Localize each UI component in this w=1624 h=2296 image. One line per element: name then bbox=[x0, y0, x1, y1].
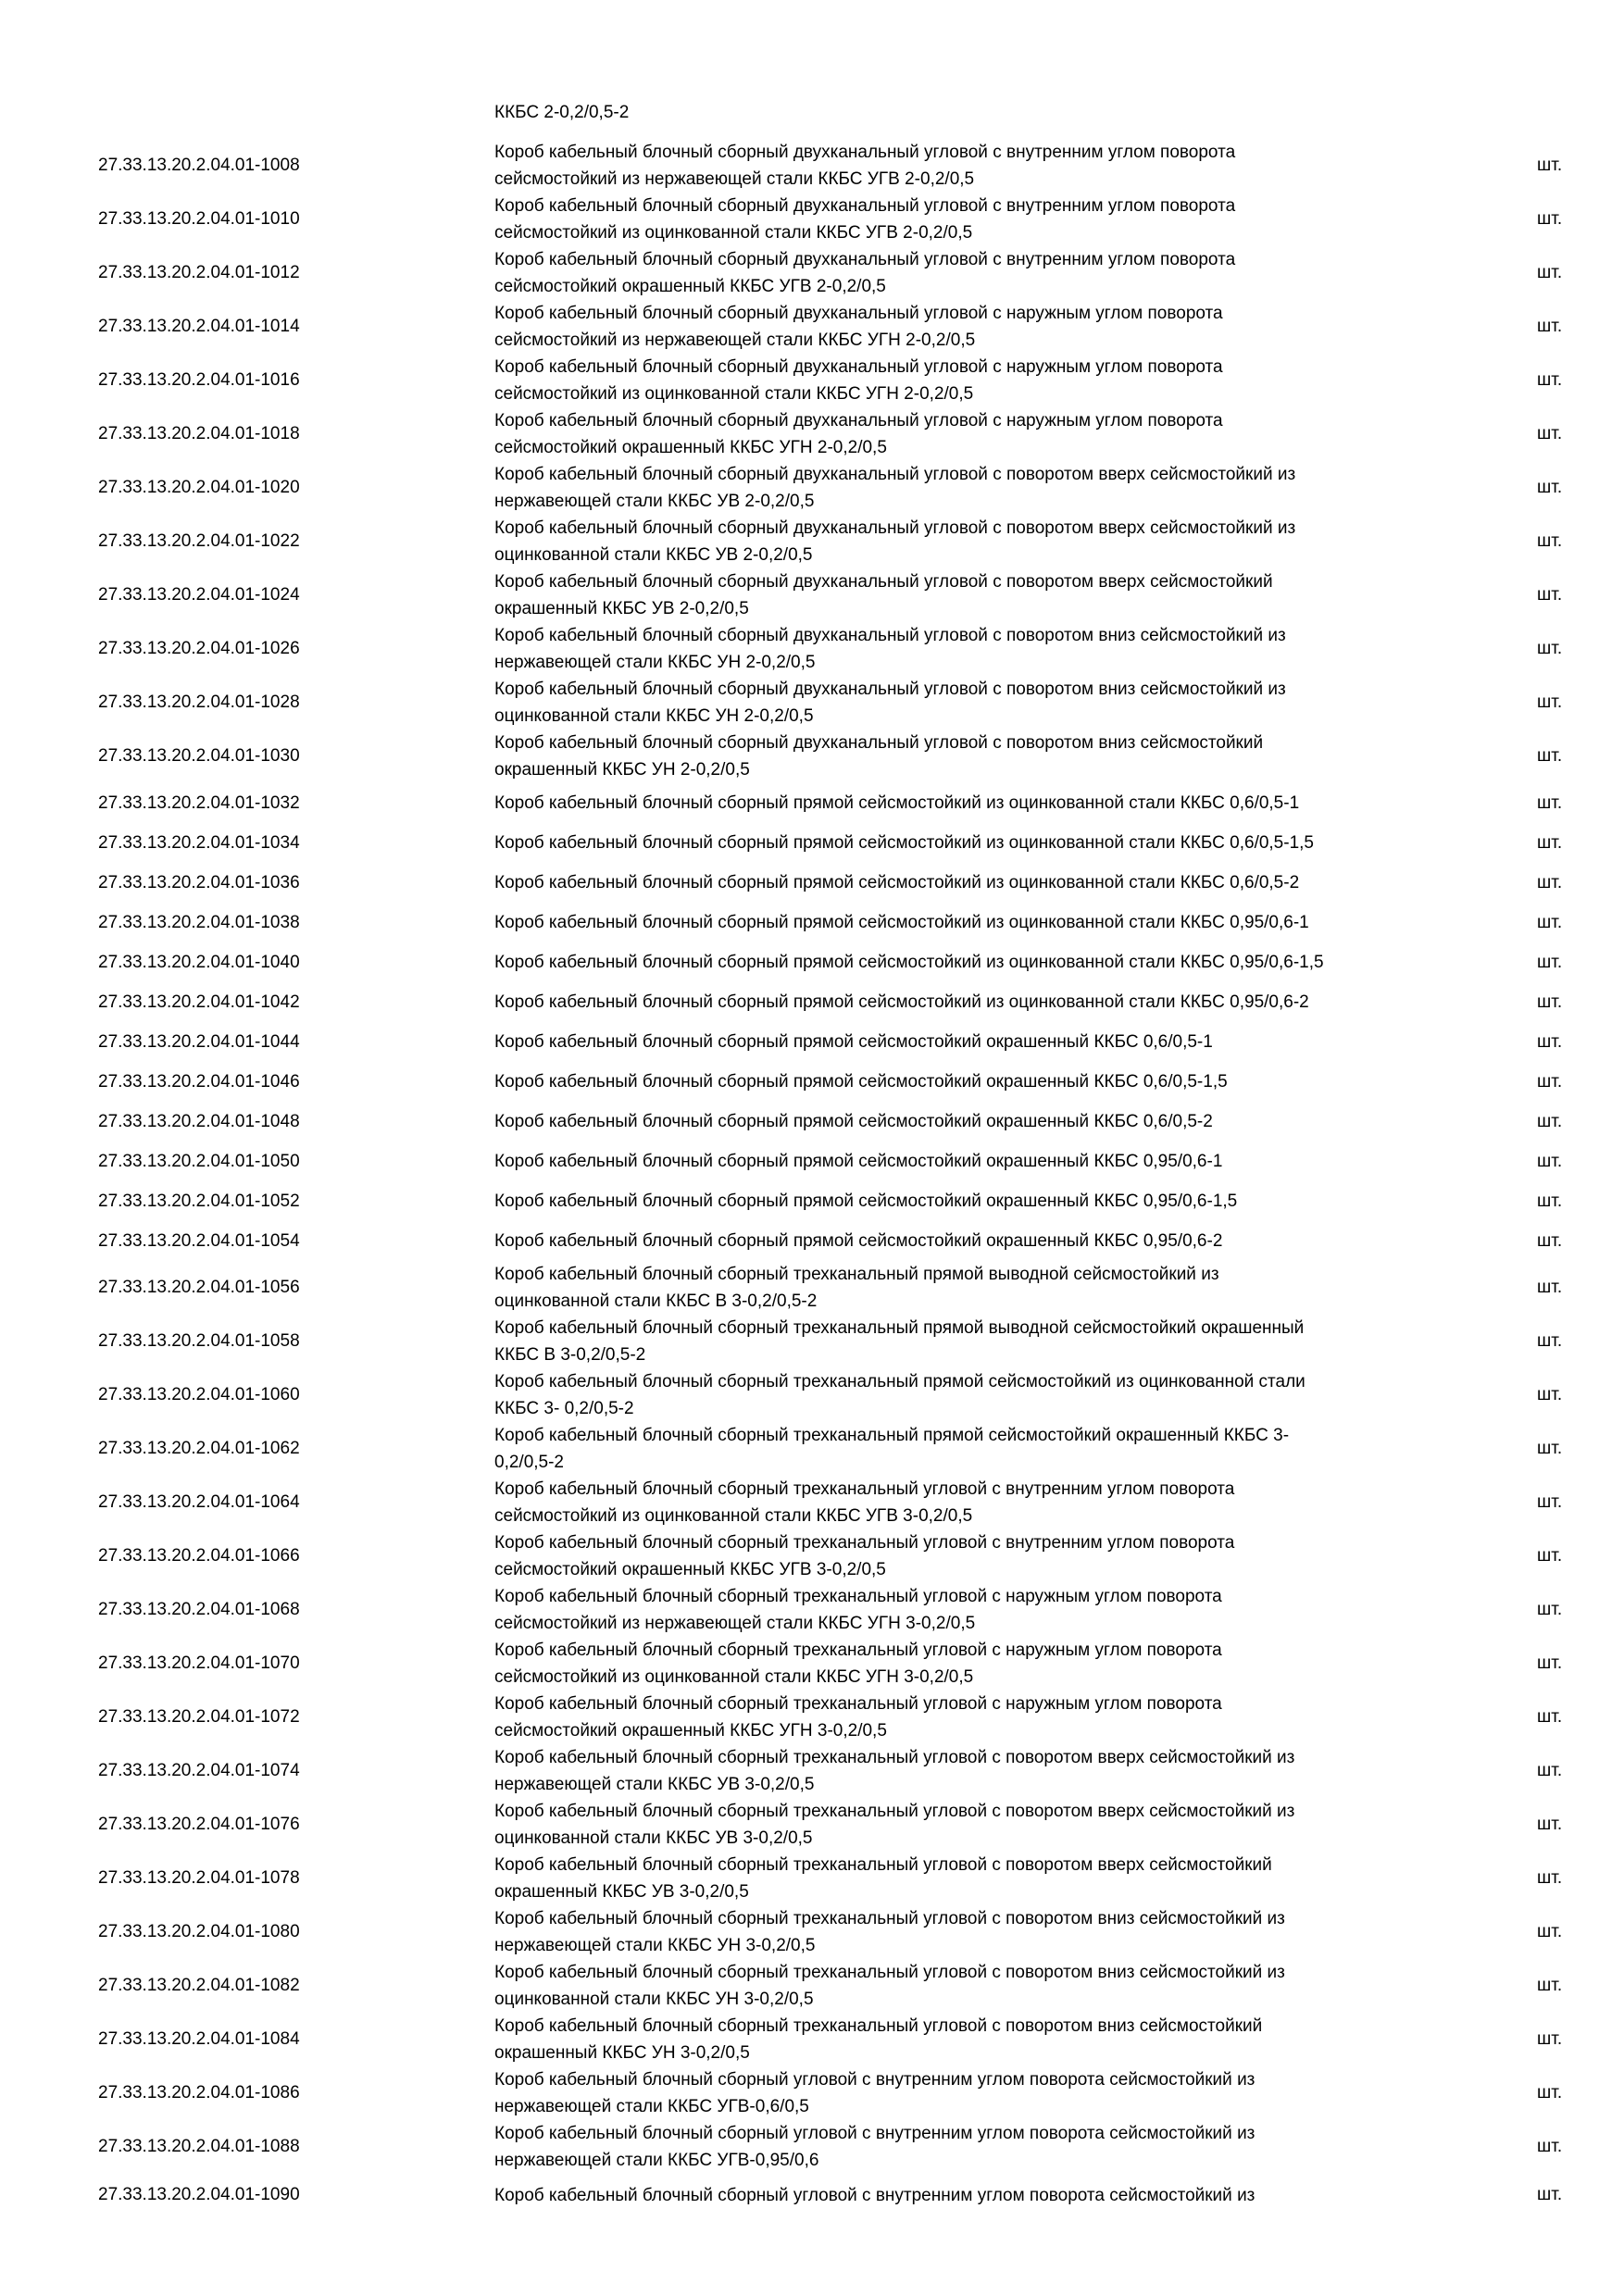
description-line: Короб кабельный блочный сборный прямой сейсмостойкий окрашенный ККБС 0,95/0,6-1 bbox=[494, 1152, 1223, 1171]
description-line: Короб кабельный блочный сборный трехканальный угловой с поворотом вниз сейсмостойкий из bbox=[494, 1963, 1285, 1982]
resource-description bbox=[494, 1228, 1476, 1254]
description-line: сейсмостойкий из оцинкованной стали ККБС УГН 2-0,2/0,5 bbox=[494, 384, 974, 404]
resource-code: 27.33.13.20.2.04.01-1082 bbox=[98, 1976, 300, 1995]
table-row bbox=[0, 783, 1624, 823]
table-row bbox=[0, 300, 1624, 354]
resource-code: 27.33.13.20.2.04.01-1068 bbox=[98, 1600, 300, 1619]
resource-code: 27.33.13.20.2.04.01-1042 bbox=[98, 992, 300, 1012]
table-row bbox=[0, 515, 1624, 568]
description-line: сейсмостойкий из нержавеющей стали ККБС УГН 3-0,2/0,5 bbox=[494, 1614, 976, 1633]
table-row bbox=[0, 1852, 1624, 1905]
resource-description bbox=[494, 2120, 1476, 2174]
unit-of-measure: шт. bbox=[1537, 1976, 1563, 1995]
resource-description bbox=[494, 1029, 1476, 1055]
description-line: Короб кабельный блочный сборный прямой сейсмостойкий из оцинкованной стали ККБС 0,95/0,6-2 bbox=[494, 992, 1309, 1012]
description-line: Короб кабельный блочный сборный трехканальный прямой выводной сейсмостойкий окрашенный bbox=[494, 1318, 1305, 1338]
resource-code: 27.33.13.20.2.04.01-1054 bbox=[98, 1230, 300, 1251]
resource-code: 27.33.13.20.2.04.01-1078 bbox=[98, 1868, 300, 1888]
table-row bbox=[0, 1905, 1624, 1959]
resource-code: 27.33.13.20.2.04.01-1030 bbox=[98, 746, 300, 766]
table-row bbox=[0, 863, 1624, 903]
resource-description bbox=[494, 139, 1476, 193]
description-line: нержавеющей стали ККБС УВ 3-0,2/0,5 bbox=[494, 1775, 815, 1794]
resource-code: 27.33.13.20.2.04.01-1034 bbox=[98, 832, 300, 853]
description-line: окрашенный ККБС УН 2-0,2/0,5 bbox=[494, 760, 750, 780]
description-line: Короб кабельный блочный сборный двухканальный угловой с поворотом вниз сейсмостойкий из bbox=[494, 680, 1286, 699]
resource-description bbox=[494, 869, 1476, 896]
unit-of-measure: шт. bbox=[1537, 1815, 1563, 1834]
resource-description bbox=[494, 1476, 1476, 1529]
description-line: Короб кабельный блочный сборный прямой сейсмостойкий окрашенный ККБС 0,95/0,6-2 bbox=[494, 1231, 1223, 1251]
unit-of-measure: шт. bbox=[1537, 209, 1563, 229]
resource-code: 27.33.13.20.2.04.01-1026 bbox=[98, 639, 300, 658]
description-line: ККБС В 3-0,2/0,5-2 bbox=[494, 1345, 646, 1365]
resource-description bbox=[494, 568, 1476, 622]
unit-of-measure: шт. bbox=[1537, 832, 1563, 853]
table-row bbox=[0, 1142, 1624, 1181]
resource-description bbox=[494, 1148, 1476, 1175]
resource-code: 27.33.13.20.2.04.01-1020 bbox=[98, 478, 300, 497]
resource-code: 27.33.13.20.2.04.01-1074 bbox=[98, 1761, 300, 1780]
description-line: Короб кабельный блочный сборный трехканальный угловой с внутренним углом поворота bbox=[494, 1533, 1235, 1553]
resource-description bbox=[494, 1261, 1476, 1315]
description-line: Короб кабельный блочный сборный прямой сейсмостойкий окрашенный ККБС 0,6/0,5-2 bbox=[494, 1112, 1213, 1131]
resource-description bbox=[494, 246, 1476, 300]
resource-code: 27.33.13.20.2.04.01-1022 bbox=[98, 531, 300, 551]
description-line: Короб кабельный блочный сборный прямой сейсмостойкий окрашенный ККБС 0,6/0,5-1,5 bbox=[494, 1072, 1228, 1092]
table-row bbox=[0, 1798, 1624, 1852]
unit-of-measure: шт. bbox=[1537, 1385, 1563, 1404]
description-line: Короб кабельный блочный сборный трехканальный угловой с внутренним углом поворота bbox=[494, 1479, 1235, 1499]
unit-of-measure: шт. bbox=[1537, 1230, 1563, 1251]
table-row bbox=[0, 1691, 1624, 1744]
description-line: Короб кабельный блочный сборный прямой сейсмостойкий окрашенный ККБС 0,6/0,5-1 bbox=[494, 1032, 1213, 1052]
resource-description bbox=[494, 830, 1476, 856]
resource-description bbox=[494, 2066, 1476, 2120]
table-row bbox=[0, 246, 1624, 300]
unit-of-measure: шт. bbox=[1537, 531, 1563, 551]
resource-code: 27.33.13.20.2.04.01-1024 bbox=[98, 585, 300, 605]
unit-of-measure: шт. bbox=[1537, 872, 1563, 892]
unit-of-measure: шт. bbox=[1537, 478, 1563, 497]
description-line: Короб кабельный блочный сборный трехканальный прямой сейсмостойкий окрашенный ККБС 3- bbox=[494, 1426, 1290, 1445]
unit-of-measure: шт. bbox=[1537, 792, 1563, 813]
resource-code: 27.33.13.20.2.04.01-1080 bbox=[98, 1922, 300, 1941]
description-line: Короб кабельный блочный сборный двухканальный угловой с поворотом вверх сейсмостойкий из bbox=[494, 465, 1296, 484]
table-row bbox=[0, 1102, 1624, 1142]
table-row bbox=[0, 1744, 1624, 1798]
unit-of-measure: шт. bbox=[1537, 1111, 1563, 1131]
description-line: Короб кабельный блочный сборный трехканальный угловой с наружным углом поворота bbox=[494, 1694, 1222, 1714]
resource-code: 27.33.13.20.2.04.01-1044 bbox=[98, 1031, 300, 1052]
unit-of-measure: шт. bbox=[1537, 992, 1563, 1012]
resource-description bbox=[494, 1798, 1476, 1852]
resource-code: 27.33.13.20.2.04.01-1076 bbox=[98, 1815, 300, 1834]
unit-of-measure: шт. bbox=[1537, 317, 1563, 336]
unit-of-measure: шт. bbox=[1537, 2137, 1563, 2156]
table-row bbox=[0, 1315, 1624, 1368]
description-line: нержавеющей стали ККБС УН 2-0,2/0,5 bbox=[494, 653, 816, 672]
unit-of-measure: шт. bbox=[1537, 2083, 1563, 2103]
description-line: сейсмостойкий окрашенный ККБС УГВ 3-0,2/0,5 bbox=[494, 1560, 886, 1579]
unit-of-measure: шт. bbox=[1537, 1600, 1563, 1619]
resource-code: 27.33.13.20.2.04.01-1084 bbox=[98, 2029, 300, 2049]
description-line: оцинкованной стали ККБС В 3-0,2/0,5-2 bbox=[494, 1292, 818, 1311]
table-row bbox=[0, 1368, 1624, 1422]
description-line: сейсмостойкий из нержавеющей стали ККБС УГН 2-0,2/0,5 bbox=[494, 331, 976, 350]
resource-code: 27.33.13.20.2.04.01-1048 bbox=[98, 1111, 300, 1131]
table-row bbox=[0, 1062, 1624, 1102]
description-line: Короб кабельный блочный сборный двухканальный угловой с поворотом вверх сейсмостойкий из bbox=[494, 518, 1296, 538]
resource-description bbox=[494, 1368, 1476, 1422]
description-line: оцинкованной стали ККБС УН 2-0,2/0,5 bbox=[494, 706, 814, 726]
description-line: Короб кабельный блочный сборный угловой с внутренним углом поворота сейсмостойкий из bbox=[494, 2124, 1255, 2143]
unit-of-measure: шт. bbox=[1537, 1331, 1563, 1351]
table-row bbox=[0, 1476, 1624, 1529]
unit-of-measure: шт. bbox=[1537, 2029, 1563, 2049]
unit-of-measure: шт. bbox=[1537, 370, 1563, 390]
table-row bbox=[0, 730, 1624, 783]
description-line: окрашенный ККБС УН 3-0,2/0,5 bbox=[494, 2043, 750, 2063]
continuation-line: ККБС 2-0,2/0,5-2 bbox=[494, 103, 630, 122]
resource-code: 27.33.13.20.2.04.01-1064 bbox=[98, 1492, 300, 1512]
description-line: Короб кабельный блочный сборный трехканальный угловой с поворотом вниз сейсмостойкий из bbox=[494, 1909, 1285, 1928]
table-row bbox=[0, 568, 1624, 622]
table-row bbox=[0, 1181, 1624, 1221]
resource-code: 27.33.13.20.2.04.01-1040 bbox=[98, 952, 300, 972]
table-row bbox=[0, 622, 1624, 676]
resource-code: 27.33.13.20.2.04.01-1036 bbox=[98, 872, 300, 892]
description-line: Короб кабельный блочный сборный трехканальный угловой с поворотом вверх сейсмостойкий из bbox=[494, 1748, 1295, 1767]
resource-description bbox=[494, 461, 1476, 515]
table-row bbox=[0, 1261, 1624, 1315]
table-row bbox=[0, 942, 1624, 982]
description-line: оцинкованной стали ККБС УВ 3-0,2/0,5 bbox=[494, 1828, 813, 1848]
resource-code: 27.33.13.20.2.04.01-1070 bbox=[98, 1653, 300, 1673]
description-line: ККБС 3- 0,2/0,5-2 bbox=[494, 1399, 634, 1418]
unit-of-measure: шт. bbox=[1537, 1653, 1563, 1673]
resource-description bbox=[494, 1905, 1476, 1959]
resource-code: 27.33.13.20.2.04.01-1028 bbox=[98, 693, 300, 712]
table-row bbox=[0, 982, 1624, 1022]
description-line: нержавеющей стали ККБС УВ 2-0,2/0,5 bbox=[494, 492, 815, 511]
description-line: Короб кабельный блочный сборный двухканальный угловой с поворотом вниз сейсмостойкий bbox=[494, 733, 1264, 753]
table-row bbox=[0, 1022, 1624, 1062]
unit-of-measure: шт. bbox=[1537, 693, 1563, 712]
description-line: Короб кабельный блочный сборный трехканальный угловой с наружным углом поворота bbox=[494, 1587, 1222, 1606]
resource-description bbox=[494, 407, 1476, 461]
resource-code: 27.33.13.20.2.04.01-1014 bbox=[98, 317, 300, 336]
resource-description bbox=[494, 730, 1476, 783]
resource-description bbox=[494, 2013, 1476, 2066]
description-line: Короб кабельный блочный сборный трехканальный прямой выводной сейсмостойкий из bbox=[494, 1265, 1219, 1284]
description-line: Короб кабельный блочный сборный трехканальный угловой с наружным углом поворота bbox=[494, 1641, 1222, 1660]
unit-of-measure: шт. bbox=[1537, 1922, 1563, 1941]
resource-description bbox=[494, 515, 1476, 568]
description-line: нержавеющей стали ККБС УН 3-0,2/0,5 bbox=[494, 1936, 816, 1955]
resource-code: 27.33.13.20.2.04.01-1018 bbox=[98, 424, 300, 443]
description-line: Короб кабельный блочный сборный двухканальный угловой с наружным углом поворота bbox=[494, 304, 1223, 323]
unit-of-measure: шт. bbox=[1537, 1439, 1563, 1458]
table-row bbox=[0, 139, 1624, 193]
resource-description bbox=[494, 622, 1476, 676]
unit-of-measure: шт. bbox=[1537, 1868, 1563, 1888]
description-line: оцинкованной стали ККБС УВ 2-0,2/0,5 bbox=[494, 545, 813, 565]
description-line: 0,2/0,5-2 bbox=[494, 1453, 564, 1472]
unit-of-measure: шт. bbox=[1537, 1278, 1563, 1297]
table-row bbox=[0, 1959, 1624, 2013]
unit-of-measure: шт. bbox=[1537, 1191, 1563, 1211]
resource-description bbox=[494, 300, 1476, 354]
resource-description bbox=[494, 1068, 1476, 1095]
classifier-table bbox=[0, 139, 1624, 2216]
resource-code: 27.33.13.20.2.04.01-1012 bbox=[98, 263, 300, 282]
resource-code: 27.33.13.20.2.04.01-1032 bbox=[98, 792, 300, 813]
resource-description bbox=[494, 1188, 1476, 1215]
unit-of-measure: шт. bbox=[1537, 746, 1563, 766]
unit-of-measure: шт. bbox=[1537, 156, 1563, 175]
unit-of-measure: шт. bbox=[1537, 1151, 1563, 1171]
table-row bbox=[0, 903, 1624, 942]
resource-code: 27.33.13.20.2.04.01-1062 bbox=[98, 1439, 300, 1458]
description-line: Короб кабельный блочный сборный прямой сейсмостойкий из оцинкованной стали ККБС 0,6/0,5-1,5 bbox=[494, 833, 1314, 853]
table-row bbox=[0, 2174, 1624, 2216]
description-line: Короб кабельный блочный сборный двухканальный угловой с наружным углом поворота bbox=[494, 411, 1223, 430]
resource-code: 27.33.13.20.2.04.01-1016 bbox=[98, 370, 300, 390]
resource-code: 27.33.13.20.2.04.01-1086 bbox=[98, 2083, 300, 2103]
description-line: Короб кабельный блочный сборный прямой сейсмостойкий из оцинкованной стали ККБС 0,6/0,5-1 bbox=[494, 793, 1300, 813]
resource-description bbox=[494, 1108, 1476, 1135]
unit-of-measure: шт. bbox=[1537, 952, 1563, 972]
description-line: Короб кабельный блочный сборный двухканальный угловой с внутренним углом поворота bbox=[494, 143, 1236, 162]
description-line: Короб кабельный блочный сборный трехканальный прямой сейсмостойкий из оцинкованной стали bbox=[494, 1372, 1305, 1391]
resource-code: 27.33.13.20.2.04.01-1066 bbox=[98, 1546, 300, 1566]
table-row bbox=[0, 1422, 1624, 1476]
description-line: Короб кабельный блочный сборный двухканальный угловой с поворотом вверх сейсмостойкий bbox=[494, 572, 1273, 592]
resource-description bbox=[494, 1529, 1476, 1583]
resource-code: 27.33.13.20.2.04.01-1038 bbox=[98, 912, 300, 932]
resource-code: 27.33.13.20.2.04.01-1090 bbox=[98, 2185, 300, 2204]
description-line: сейсмостойкий окрашенный ККБС УГН 3-0,2/0,5 bbox=[494, 1721, 887, 1741]
table-row bbox=[0, 407, 1624, 461]
resource-code: 27.33.13.20.2.04.01-1058 bbox=[98, 1331, 300, 1351]
resource-description bbox=[494, 1422, 1476, 1476]
table-row bbox=[0, 193, 1624, 246]
table-row bbox=[0, 676, 1624, 730]
resource-code: 27.33.13.20.2.04.01-1072 bbox=[98, 1707, 300, 1727]
description-line: Короб кабельный блочный сборный двухканальный угловой с внутренним углом поворота bbox=[494, 196, 1236, 216]
description-line: сейсмостойкий окрашенный ККБС УГВ 2-0,2/0,5 bbox=[494, 277, 886, 296]
description-line: Короб кабельный блочный сборный угловой с внутренним углом поворота сейсмостойкий из bbox=[494, 2185, 1255, 2205]
table-row bbox=[0, 1637, 1624, 1691]
unit-of-measure: шт. bbox=[1537, 912, 1563, 932]
description-line: Короб кабельный блочный сборный прямой сейсмостойкий окрашенный ККБС 0,95/0,6-1,5 bbox=[494, 1192, 1238, 1211]
description-line: нержавеющей стали ККБС УГВ-0,95/0,6 bbox=[494, 2151, 819, 2170]
table-row bbox=[0, 1583, 1624, 1637]
table-row bbox=[0, 2066, 1624, 2120]
resource-description bbox=[494, 790, 1476, 817]
resource-code: 27.33.13.20.2.04.01-1046 bbox=[98, 1071, 300, 1092]
table-row bbox=[0, 461, 1624, 515]
resource-description bbox=[494, 909, 1476, 936]
resource-description bbox=[494, 1691, 1476, 1744]
unit-of-measure: шт. bbox=[1537, 263, 1563, 282]
description-line: Короб кабельный блочный сборный угловой с внутренним углом поворота сейсмостойкий из bbox=[494, 2070, 1255, 2090]
resource-code: 27.33.13.20.2.04.01-1056 bbox=[98, 1278, 300, 1297]
description-line: сейсмостойкий из оцинкованной стали ККБС УГН 3-0,2/0,5 bbox=[494, 1667, 974, 1687]
unit-of-measure: шт. bbox=[1537, 1707, 1563, 1727]
resource-description bbox=[494, 354, 1476, 407]
description-line: сейсмостойкий из оцинкованной стали ККБС УГВ 3-0,2/0,5 bbox=[494, 1506, 973, 1526]
resource-code: 27.33.13.20.2.04.01-1050 bbox=[98, 1151, 300, 1171]
unit-of-measure: шт. bbox=[1537, 1031, 1563, 1052]
description-line: окрашенный ККБС УВ 3-0,2/0,5 bbox=[494, 1882, 749, 1902]
resource-code: 27.33.13.20.2.04.01-1010 bbox=[98, 209, 300, 229]
resource-code: 27.33.13.20.2.04.01-1060 bbox=[98, 1385, 300, 1404]
description-line: Короб кабельный блочный сборный прямой сейсмостойкий из оцинкованной стали ККБС 0,95/0,6-1,5 bbox=[494, 953, 1324, 972]
description-line: Короб кабельный блочный сборный трехканальный угловой с поворотом вниз сейсмостойкий bbox=[494, 2016, 1263, 2036]
resource-description bbox=[494, 1852, 1476, 1905]
unit-of-measure: шт. bbox=[1537, 1546, 1563, 1566]
description-line: Короб кабельный блочный сборный двухканальный угловой с поворотом вниз сейсмостойкий из bbox=[494, 626, 1286, 645]
description-line: оцинкованной стали ККБС УН 3-0,2/0,5 bbox=[494, 1990, 814, 2009]
resource-description bbox=[494, 676, 1476, 730]
table-row bbox=[0, 1221, 1624, 1261]
resource-description bbox=[494, 1959, 1476, 2013]
table-row bbox=[0, 823, 1624, 863]
unit-of-measure: шт. bbox=[1537, 1761, 1563, 1780]
description-line: Короб кабельный блочный сборный трехканальный угловой с поворотом вверх сейсмостойкий из bbox=[494, 1802, 1295, 1821]
table-row bbox=[0, 2013, 1624, 2066]
description-line: Короб кабельный блочный сборный двухканальный угловой с внутренним углом поворота bbox=[494, 250, 1236, 269]
description-line: Короб кабельный блочный сборный трехканальный угловой с поворотом вверх сейсмостойкий bbox=[494, 1855, 1272, 1875]
resource-description bbox=[494, 1744, 1476, 1798]
resource-description bbox=[494, 989, 1476, 1016]
description-line: Короб кабельный блочный сборный двухканальный угловой с наружным углом поворота bbox=[494, 357, 1223, 377]
description-line: нержавеющей стали ККБС УГВ-0,6/0,5 bbox=[494, 2097, 809, 2116]
resource-code: 27.33.13.20.2.04.01-1052 bbox=[98, 1191, 300, 1211]
unit-of-measure: шт. bbox=[1537, 1071, 1563, 1092]
resource-description bbox=[494, 949, 1476, 976]
table-row bbox=[0, 1529, 1624, 1583]
unit-of-measure: шт. bbox=[1537, 1492, 1563, 1512]
description-line: сейсмостойкий из оцинкованной стали ККБС УГВ 2-0,2/0,5 bbox=[494, 223, 973, 243]
description-line: окрашенный ККБС УВ 2-0,2/0,5 bbox=[494, 599, 749, 618]
resource-code: 27.33.13.20.2.04.01-1008 bbox=[98, 156, 300, 175]
unit-of-measure: шт. bbox=[1537, 2185, 1563, 2204]
resource-code: 27.33.13.20.2.04.01-1088 bbox=[98, 2137, 300, 2156]
table-row bbox=[0, 2120, 1624, 2174]
description-line: Короб кабельный блочный сборный прямой сейсмостойкий из оцинкованной стали ККБС 0,95/0,6-1 bbox=[494, 913, 1309, 932]
resource-description bbox=[494, 1315, 1476, 1368]
description-line: сейсмостойкий из нержавеющей стали ККБС УГВ 2-0,2/0,5 bbox=[494, 169, 975, 189]
resource-description bbox=[494, 193, 1476, 246]
resource-description bbox=[494, 2182, 1476, 2209]
unit-of-measure: шт. bbox=[1537, 424, 1563, 443]
description-line: сейсмостойкий окрашенный ККБС УГН 2-0,2/0,5 bbox=[494, 438, 887, 457]
unit-of-measure: шт. bbox=[1537, 639, 1563, 658]
description-line: Короб кабельный блочный сборный прямой сейсмостойкий из оцинкованной стали ККБС 0,6/0,5-2 bbox=[494, 873, 1300, 892]
unit-of-measure: шт. bbox=[1537, 585, 1563, 605]
resource-description bbox=[494, 1583, 1476, 1637]
table-row bbox=[0, 354, 1624, 407]
resource-description bbox=[494, 1637, 1476, 1691]
